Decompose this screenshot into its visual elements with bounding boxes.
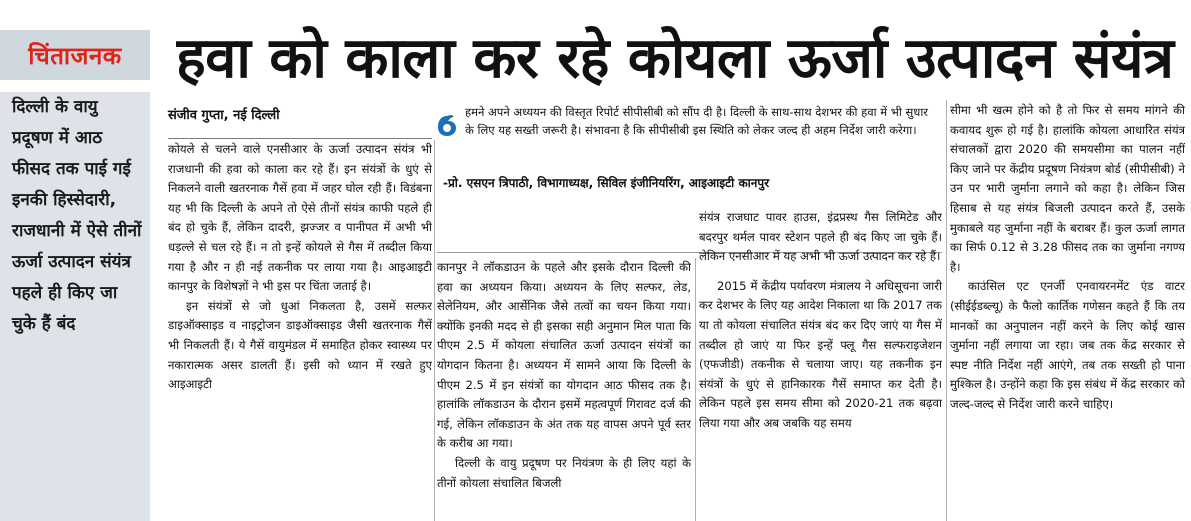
quote-text: हमने अपने अध्ययन की विस्तृत रिपोर्ट सीपीसीबी को सौंप दी है। दिल्ली के साथ-साथ देशभर की हवा में भी सुधार के लिए यह सख्ती जरूरी है। संभावना है कि सीपीसीबी इस स्थिति को लेकर जल्द ही अहम निर्देश जारी करेगा। (465, 105, 929, 137)
sidebar-highlight (0, 92, 150, 521)
article-column-4 (950, 101, 1185, 521)
sidebar-text: दिल्ली के वायु प्रदूषण में आठ फीसद तक पाई गई इनकी हिस्सेदारी, राजधानी में ऐसे तीनों ऊर्जा उत्पादन संयंत्र पहले ही किए जा चुके हैं बंद (12, 97, 142, 334)
paragraph: कानपुर ने लॉकडाउन के पहले और इसके दौरान दिल्ली की हवा का अध्ययन किया। अध्ययन के लिए सल्फर, लेड, सेलेनियम, और आर्सेनिक जैसे तत्वों का चयन किया गया। क्योंकि इनकी मदद से ही इसका सही अनुमान मिल पाता कि पीएम 2.5 में कोयला संचालित ऊर्जा उत्पादन संयंत्रों का योगदान कितना है। अध्ययन में सामने आया कि दिल्ली के पीएम 2.5 में इन संयंत्रों का योगदान आठ फीसद तक है। हालांकि लॉकडाउन के दौरान इसमें महत्वपूर्ण गिरावट दर्ज की गई, लेकिन लॉकडाउन के अंत तक यह वापस अपने पूर्व स्तर के करीब आ गया। (437, 260, 691, 451)
column-divider (434, 140, 435, 521)
paragraph: कोयले से चलने वाले एनसीआर के ऊर्जा उत्पादन संयंत्र भी राजधानी की हवा को काला कर रहे हैं। इन संयंत्रों के धुएं से निकलने वाली खतरनाक गैसें हवा में जहर घोल रही हैं। विडंबना यह भी कि दिल्ली के अपने तो ऐसे तीनों संयंत्र काफी पहले ही बंद हो चुके हैं, लेकिन दादरी, झज्जर व पानीपत में अभी भी धड़ल्ले से चल रहे हैं। न तो इन्हें कोयले से गैस में तब्दील किया गया है और न ही नई तकनीक पर लाया गया है। आइआइटी कानपुर के विशेषज्ञों ने भी इस पर चिंता जताई है। (168, 142, 432, 294)
column-divider (946, 100, 947, 521)
byline: संजीव गुप्ता, नई दिल्ली (168, 108, 280, 123)
section-tag-label: चिंताजनक (28, 41, 122, 70)
article-column-1 (168, 140, 432, 521)
paragraph: काउंसिल एट एनर्जी एनवायरनमेंट एंड वाटर (सीईईडब्ल्यू) के फैलो कार्तिक गणेसन कहते हैं कि तय मानकों का अनुपालन नहीं करने के लिए कोई खास जुर्माना नहीं लगाया जा रहा। जब तक केंद्र सरकार से स्पष्ट नीति निर्देश नहीं आएंगे, तब तक सख्ती हो पाना मुश्किल है। उन्होंने कहा कि इस संबंध में केंद्र सरकार को जल्द-जल्द से निर्देश जारी करने चाहिए। (950, 279, 1185, 411)
quote-attribution: -प्रो. एसएन त्रिपाठी, विभागाध्यक्ष, सिविल इंजीनियरिंग, आइआइटी कानपुर (443, 176, 770, 190)
paragraph: सीमा भी खत्म होने को है तो फिर से समय मांगने की कवायद शुरू हो गई है। हालांकि कोयला आधारित संयंत्र संचालकों द्वारा 2020 की समयसीमा का पालन नहीं किए जाने पर केंद्रीय प्रदूषण नियंत्रण बोर्ड (सीपीसीबी) ने उन पर भारी जुर्माना लगाने को कहा है। लेकिन जिस हिसाब से यह संयंत्र बिजली उत्पादन करते हैं, उसके मुकाबले यह जुर्माना नहीं के बराबर हैं। कुल ऊर्जा लागत का सिर्फ 0.12 से 3.28 फीसद तक का जुर्माना नगण्य है। (950, 103, 1185, 274)
paragraph: 2015 में केंद्रीय पर्यावरण मंत्रालय ने अधिसूचना जारी कर देशभर के लिए यह आदेश निकाला था कि 2017 तक या तो कोयला संचालित संयंत्र बंद कर दिए जाएं या गैस में तब्दील हो जाएं या फिर इन्हें फ्लू गैस सल्फराइजेशन (एफजीडी) तकनीक से चलाया जाए। यह तकनीक इन संयंत्रों के धुएं से हानिकारक गैसें समाप्त कर देती है। लेकिन पहले इस समय सीमा को 2020-21 तक बढ़वा लिया गया और अब जबकि यह समय (699, 278, 942, 430)
headline: हवा को काला कर रहे कोयला ऊर्जा उत्पादन संयंत्र (176, 26, 1174, 91)
paragraph: इन संयंत्रों से जो धुआं निकलता है, उसमें सल्फर डाइऑक्साइड व नाइट्रोजन डाइऑक्साइड जैसी खतरनाक गैसें भी निकलती हैं। ये गैसें वायुमंडल में समाहित होकर स्वास्थ्य पर नकारात्मक असर डालती हैं। इसी को ध्यान में रखते हुए आइआइटी (168, 298, 432, 392)
quote-mark-icon (437, 114, 457, 138)
article-column-2 (437, 258, 691, 521)
article-column-3 (699, 208, 942, 521)
paragraph: संयंत्र राजघाट पावर हाउस, इंद्रप्रस्थ गैस लिमिटेड और बदरपुर थर्मल पावर स्टेशन पहले ही बंद किए जा चुके हैं। लेकिन एनसीआर में यह अभी भी ऊर्जा उत्पादन कर रहे हैं। (699, 210, 942, 264)
paragraph: दिल्ली के वायु प्रदूषण पर नियंत्रण के ही लिए यहां के तीनों कोयला संचालित बिजली (437, 455, 691, 490)
byline-divider (168, 138, 432, 139)
section-tag (0, 30, 150, 80)
column-divider (695, 258, 696, 521)
